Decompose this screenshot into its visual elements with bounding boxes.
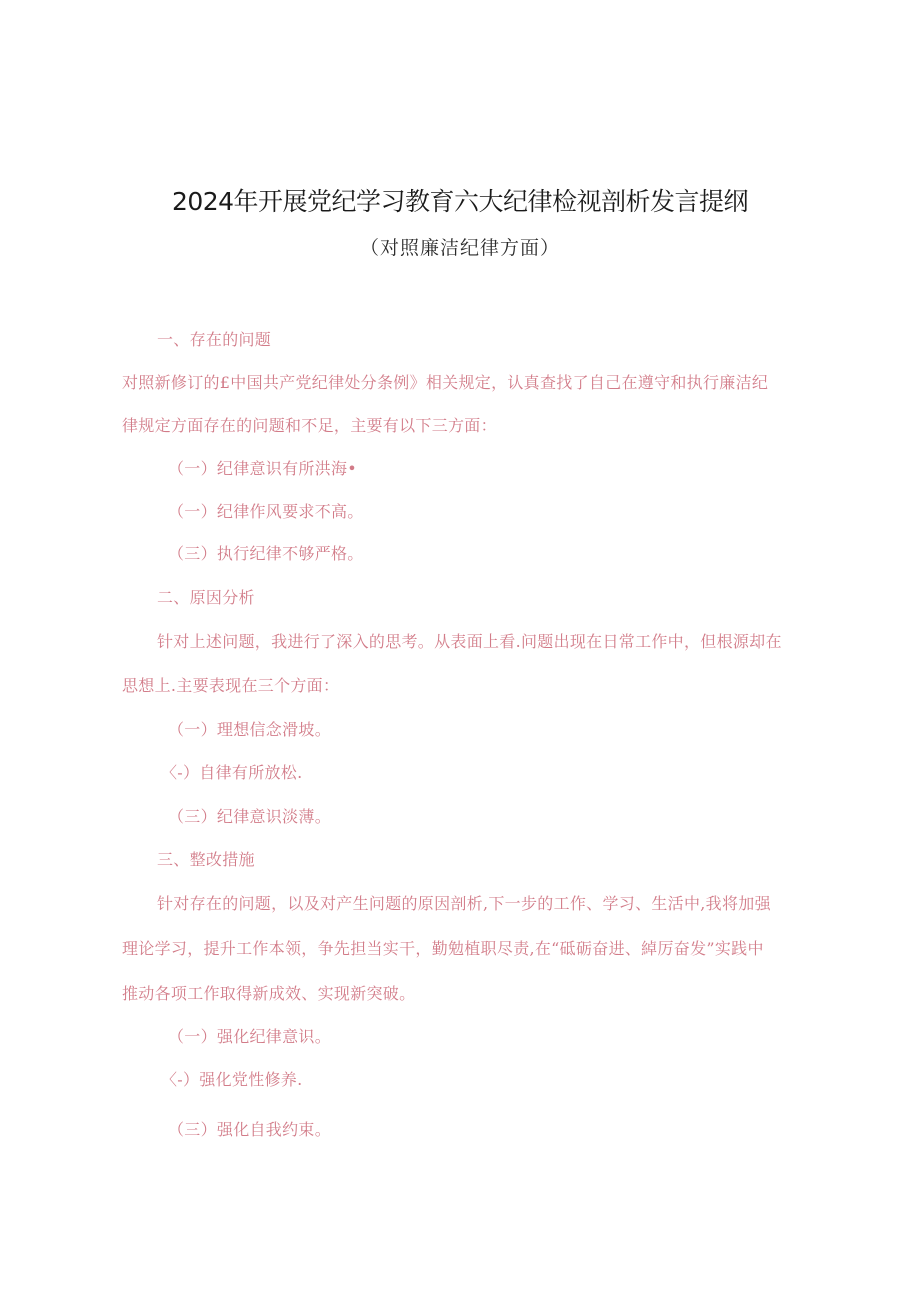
list-item: （三）执行纪律不够严格。	[168, 544, 364, 563]
document-subtitle: （对照廉洁纪律方面）	[359, 237, 560, 259]
paragraph-line: 针对存在的问题，以及对产生问题的原因剖析,下一步的工作、学习、生活中,我将加强	[157, 894, 771, 913]
paragraph-line: 思想上.主要表现在三个方面：	[122, 676, 340, 695]
list-item: （一）纪律作风要求不高。	[168, 502, 364, 521]
paragraph-line: 律规定方面存在的问题和不足，主要有以下三方面：	[122, 416, 497, 435]
list-item: （三）纪律意识淡薄。	[168, 807, 332, 826]
list-item: （三）强化自我约束。	[168, 1120, 332, 1139]
list-item: （一）理想信念滑坡。	[168, 720, 332, 739]
section-heading-rectification: 三、整改措施	[157, 850, 255, 869]
document-title: 2024年开展党纪学习教育六大纪律检视剖析发言提纲	[171, 187, 749, 216]
section-heading-cause-analysis: 二、原因分析	[157, 588, 255, 607]
list-item: （一）纪律意识有所洪海•	[168, 459, 358, 478]
paragraph-line: 推动各项工作取得新成效、实现新突破。	[122, 984, 416, 1003]
section-heading-problems: 一、存在的问题	[157, 330, 272, 349]
list-item: 〈-）强化党性修养.	[161, 1070, 303, 1089]
paragraph-line: 对照新修订的£中国共产党纪律处分条例》相关规定，认真查找了自己在遵守和执行廉洁纪	[122, 373, 769, 392]
paragraph-line: 针对上述问题，我进行了深入的思考。从表面上看.问题出现在日常工作中，但根源却在	[157, 632, 782, 651]
list-item: （一）强化纪律意识。	[168, 1027, 332, 1046]
list-item: 〈-）自律有所放松.	[161, 763, 303, 782]
paragraph-line: 理论学习，提升工作本领，争先担当实干，勤勉植职尽责,在“砥砺奋进、綽厉奋发”实践中	[122, 939, 764, 958]
